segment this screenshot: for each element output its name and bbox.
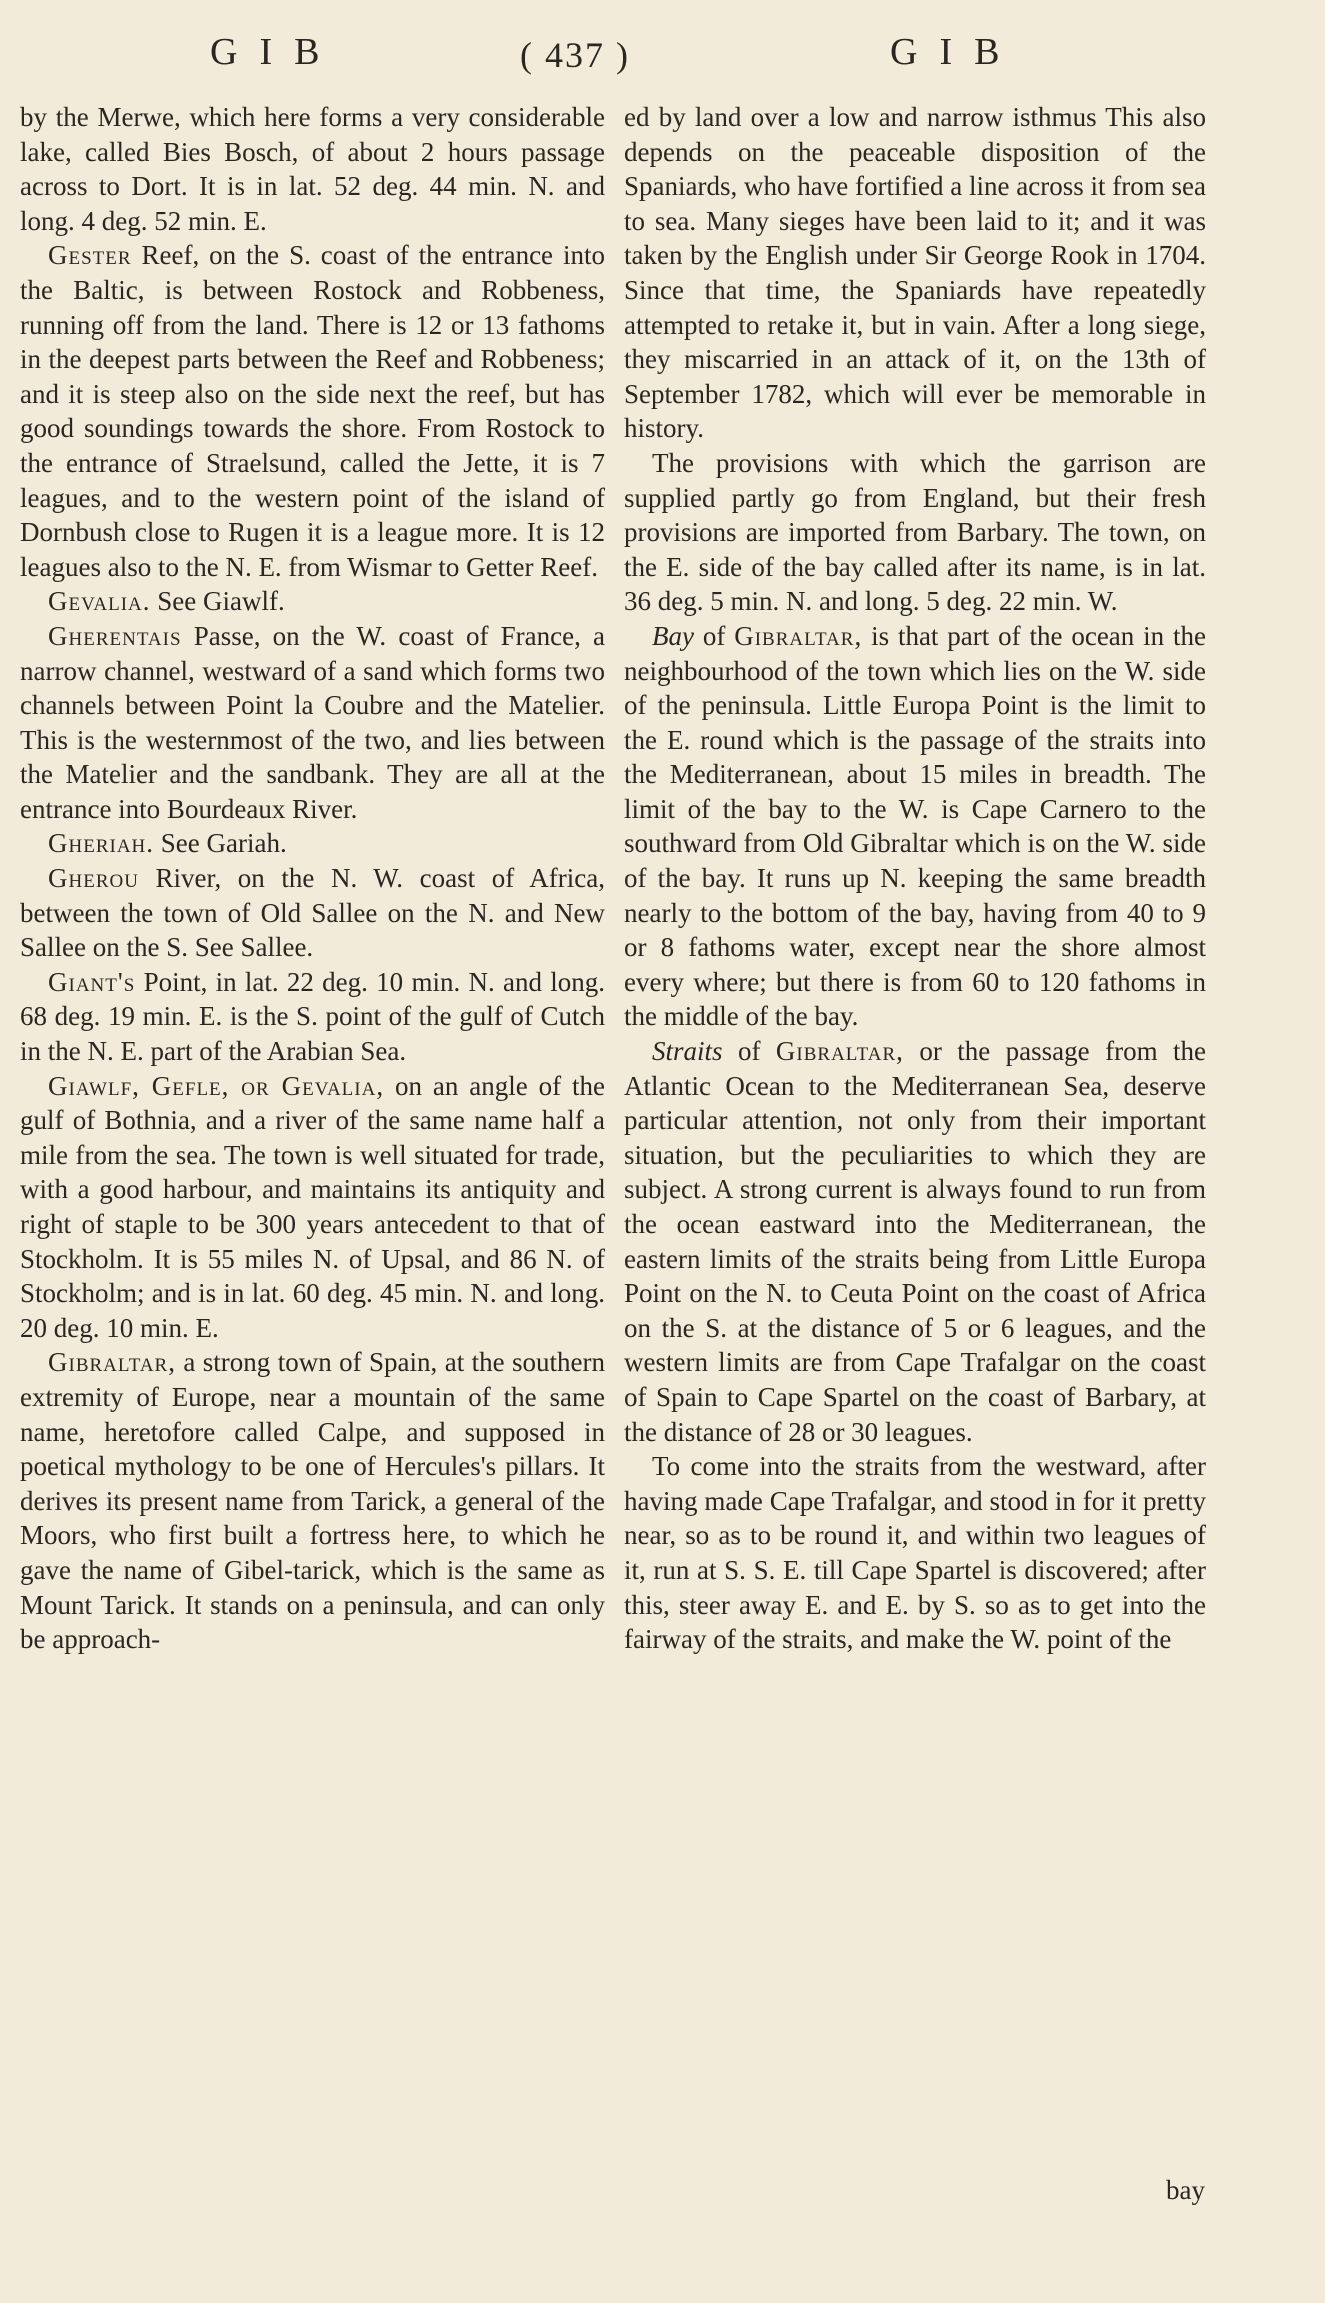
entry: Gevalia. See Giawlf. [48,586,285,617]
entry-headword: Gibraltar, [734,620,863,651]
entry-lead-italic: Straits [652,1036,723,1067]
left-column [20,100,605,1657]
entry: Straits of Gibraltar, or the passage from the Atlantic Ocean to the Mediterranean Sea, deserve particular attention, not only from their important situation, but the peculiarities to which they are subject. A strong current is always found to run from the ocean eastward into the Mediterranean, the eastern limits of the straits being from Little Europa Point on the N. to Ceuta Point on the coast of Africa on the S. at the distance of 5 or 6 leagues, and the western limits are from Cape Trafalgar on the coast of Spain to Cape Spartel on the coast of Barbary, at the distance of 28 or 30 leagues. [624,1036,1206,1447]
page-header [0,30,1325,90]
entry-headword: Gevalia. [48,586,151,617]
paragraph: ed by land over a low and narrow isthmus This also depends on the peaceable disposition of the Spaniards, who have fortified a line across it from sea to sea. Many sieges have been laid to it; and it was taken by the English under Sir George Rook in 1704. Since that time, the Spaniards have repeatedly attempted to retake it, but in vain. After a long siege, they miscarried in an attack of it, on the 13th of September 1782, which will ever be memorable in history. [624,102,1206,444]
page-number: ( 437 ) [520,35,630,75]
right-column [624,100,1206,1657]
header-left-guide-word: GIB [210,31,342,73]
entry-headword: Gherentais [48,620,182,651]
entry-headword: Giawlf, Gefle, or Gevalia, [48,1070,385,1101]
entry: Giant's Point, in lat. 22 deg. 10 min. N. and long. 68 deg. 19 min. E. is the S. point of the gulf of Cutch in the N. E. part of the Arabian Sea. [20,966,605,1067]
entry-lead-italic: Bay [652,620,694,651]
entry-headword: Gibraltar, [775,1036,904,1067]
entry-headword: Gheriah. [48,828,155,859]
paragraph: by the Merwe, which here forms a very considerable lake, called Bies Bosch, of about 2 hours passage across to Dort. It is in lat. 52 deg. 44 min. N. and long. 4 deg. 52 min. E. [20,102,605,236]
entry-headword: Gester [48,240,132,271]
entry: Giawlf, Gefle, or Gevalia, on an angle of the gulf of Bothnia, and a river of the same name half a mile from the sea. The town is well situated for trade, with a good harbour, and maintains its antiquity and right of staple to be 300 years antecedent to that of Stockholm. It is 55 miles N. of Upsal, and 86 N. of Stockholm; and is in lat. 60 deg. 45 min. N. and long. 20 deg. 10 min. E. [20,1070,605,1343]
paragraph: To come into the straits from the westward, after having made Cape Trafalgar, and stood in for it pretty near, so as to be round it, and within two leagues of it, run at S. S. E. till Cape Spartel is discovered; after this, steer away E. and E. by S. so as to get into the fairway of the straits, and make the W. point of the [624,1451,1206,1655]
entry-headword: Gibraltar, [48,1347,176,1378]
catchword: bay [1166,2175,1205,2205]
header-right-guide-word: GIB [890,31,1022,73]
entry: Gherou River, on the N. W. coast of Africa, between the town of Old Sallee on the N. and New Sallee on the S. See Sallee. [20,863,605,963]
entry: Gester Reef, on the S. coast of the entrance into the Baltic, is between Rostock and Robbeness, running off from the land. There is 12 or 13 fathoms in the deepest parts between the Reef and Robbeness; and it is steep also on the side next the reef, but has good soundings towards the shore. From Rostock to the entrance of Straelsund, called the Jette, it is 7 leagues, and to the western point of the island of Dornbush close to Rugen it is a league more. It is 12 leagues also to the N. E. from Wismar to Getter Reef. [20,240,605,582]
entry-headword: Gherou [48,863,139,894]
paragraph: The provisions with which the garrison are supplied partly go from England, but their fresh provisions are imported from Barbary. The town, on the E. side of the bay called after its name, is in lat. 36 deg. 5 min. N. and long. 5 deg. 22 min. W. [624,447,1206,617]
entry: Gibraltar, a strong town of Spain, at the southern extremity of Europe, near a mountain of the same name, heretofore called Calpe, and supposed in poetical mythology to be one of Hercules's pillars. It derives its present name from Tarick, a general of the Moors, who first built a fortress here, to which he gave the name of Gibel-tarick, which is the same as Mount Tarick. It stands on a peninsula, and can only be approach- [20,1347,605,1655]
entry: Gheriah. See Gariah. [48,828,287,859]
entry: Bay of Gibraltar, is that part of the ocean in the neighbourhood of the town which lies on the W. side of the peninsula. Little Europa Point is the limit to the E. round which is the passage of the straits into the Mediterranean, about 15 miles in breadth. The limit of the bay to the W. is Cape Carnero to the southward from Old Gibraltar which is on the W. side of the bay. It runs up N. keeping the same breadth nearly to the bottom of the bay, having from 40 to 9 or 8 fathoms water, except near the shore almost every where; but there is from 60 to 120 fathoms in the middle of the bay. [624,620,1207,1032]
entry: Gherentais Passe, on the W. coast of France, a narrow channel, westward of a sand which forms two channels between Point la Coubre and the Matelier. This is the westernmost of the two, and lies between the Matelier and the sandbank. They are all at the entrance into Bourdeaux River. [20,620,605,824]
entry-headword: Giant's [48,966,136,997]
